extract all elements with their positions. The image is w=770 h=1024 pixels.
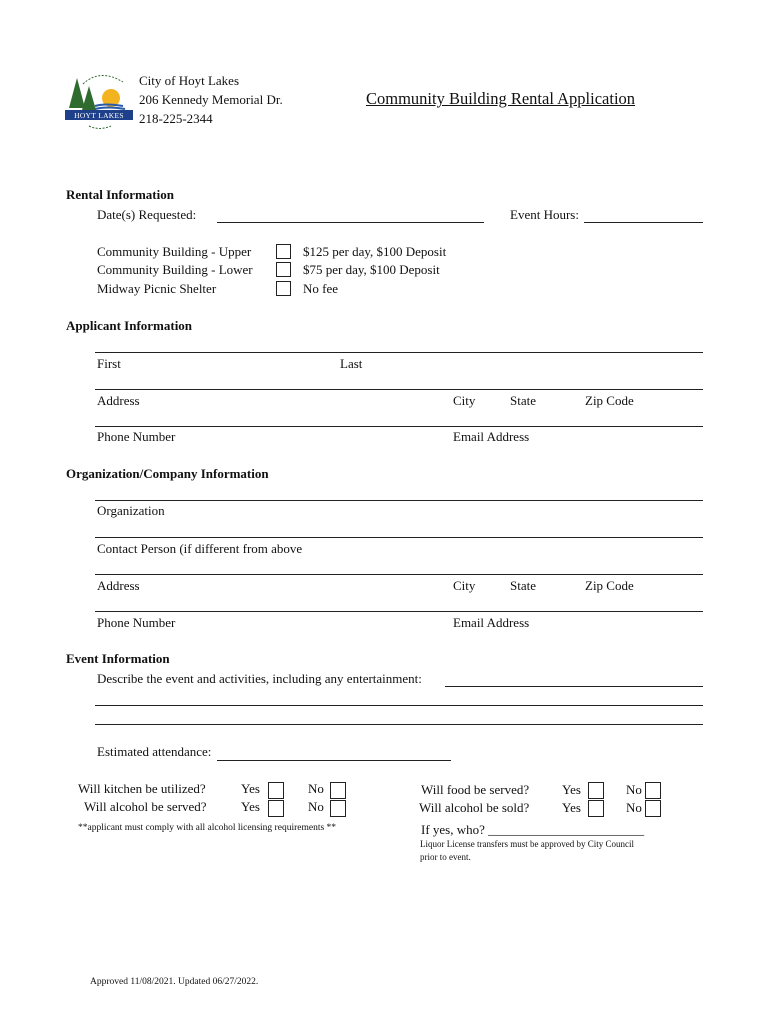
if-yes-who[interactable]: If yes, who? ________________________ — [421, 822, 645, 837]
page-title: Community Building Rental Application — [366, 89, 636, 108]
organization-field[interactable] — [95, 500, 703, 501]
food-no-checkbox[interactable] — [645, 782, 661, 799]
org-contact-field[interactable] — [95, 611, 703, 612]
name-field[interactable] — [95, 352, 703, 353]
applicant-heading: Applicant Information — [66, 318, 193, 333]
alcohol-sold-question: Will alcohol be sold? — [419, 800, 530, 815]
option-lower-label: Community Building - Lower — [97, 262, 253, 277]
event-heading: Event Information — [66, 651, 170, 666]
city-address: 206 Kennedy Memorial Dr. — [139, 92, 283, 107]
org-address-field[interactable] — [95, 574, 703, 575]
last-label: Last — [340, 356, 363, 371]
alcohol-served-yes-checkbox[interactable] — [268, 800, 284, 817]
option-upper-label: Community Building - Upper — [97, 244, 252, 259]
applicant-zip-label: Zip Code — [585, 393, 634, 408]
svg-text:HOYT LAKES: HOYT LAKES — [74, 111, 124, 120]
kitchen-yes-label: Yes — [241, 781, 260, 796]
alcohol-sold-yes-label: Yes — [562, 800, 581, 815]
applicant-state-label: State — [510, 393, 536, 408]
alcohol-sold-no-label: No — [626, 800, 642, 815]
describe-label: Describe the event and activities, including any entertainment: — [97, 671, 422, 686]
org-state-label: State — [510, 578, 536, 593]
alcohol-served-no-checkbox[interactable] — [330, 800, 346, 817]
attendance-label: Estimated attendance: — [97, 744, 212, 759]
org-city-label: City — [453, 578, 476, 593]
alcohol-note: **applicant must comply with all alcohol licensing requirements ** — [78, 823, 337, 833]
alcohol-sold-no-checkbox[interactable] — [645, 800, 661, 817]
first-label: First — [97, 356, 121, 371]
contact-person-label: Contact Person (if different from above — [97, 541, 303, 556]
org-zip-label: Zip Code — [585, 578, 634, 593]
applicant-email-label: Email Address — [453, 429, 530, 444]
org-address-label: Address — [97, 578, 140, 593]
food-question: Will food be served? — [421, 782, 530, 797]
alcohol-served-question: Will alcohol be served? — [84, 799, 207, 814]
kitchen-yes-checkbox[interactable] — [268, 782, 284, 799]
option-lower-checkbox[interactable] — [276, 262, 291, 277]
organization-heading: Organization/Company Information — [66, 466, 269, 481]
describe-field-1[interactable] — [445, 686, 703, 687]
option-shelter-label: Midway Picnic Shelter — [97, 281, 217, 296]
applicant-city-label: City — [453, 393, 476, 408]
contact-person-field[interactable] — [95, 537, 703, 538]
liquor-note-line-1: Liquor License transfers must be approved by City Council — [420, 839, 634, 849]
city-name: City of Hoyt Lakes — [139, 73, 240, 88]
attendance-field[interactable] — [217, 760, 451, 761]
approved-date: Approved 11/08/2021. Updated 06/27/2022. — [90, 977, 259, 987]
city-phone: 218-225-2344 — [139, 111, 213, 126]
kitchen-question: Will kitchen be utilized? — [78, 781, 206, 796]
option-upper-price: $125 per day, $100 Deposit — [303, 244, 447, 259]
org-phone-label: Phone Number — [97, 615, 176, 630]
option-shelter-price: No fee — [303, 281, 339, 296]
hours-label: Event Hours: — [510, 207, 579, 222]
food-no-label: No — [626, 782, 642, 797]
alcohol-sold-yes-checkbox[interactable] — [588, 800, 604, 817]
kitchen-no-label: No — [308, 781, 324, 796]
alcohol-served-yes-label: Yes — [241, 799, 260, 814]
applicant-address-field[interactable] — [95, 389, 703, 390]
hours-field[interactable] — [584, 222, 703, 223]
rental-heading: Rental Information — [66, 187, 174, 202]
dates-field[interactable] — [217, 222, 484, 223]
kitchen-no-checkbox[interactable] — [330, 782, 346, 799]
option-upper-checkbox[interactable] — [276, 244, 291, 259]
option-shelter-checkbox[interactable] — [276, 281, 291, 296]
food-yes-label: Yes — [562, 782, 581, 797]
food-yes-checkbox[interactable] — [588, 782, 604, 799]
organization-label: Organization — [97, 503, 165, 518]
option-lower-price: $75 per day, $100 Deposit — [303, 262, 440, 277]
dates-label: Date(s) Requested: — [97, 207, 197, 222]
alcohol-served-no-label: No — [308, 799, 324, 814]
hoyt-lakes-logo — [65, 70, 135, 132]
applicant-address-label: Address — [97, 393, 140, 408]
org-email-label: Email Address — [453, 615, 530, 630]
liquor-note-line-2: prior to event. — [420, 852, 471, 862]
describe-field-2[interactable] — [95, 705, 703, 706]
applicant-contact-field[interactable] — [95, 426, 703, 427]
describe-field-3[interactable] — [95, 724, 703, 725]
applicant-phone-label: Phone Number — [97, 429, 176, 444]
